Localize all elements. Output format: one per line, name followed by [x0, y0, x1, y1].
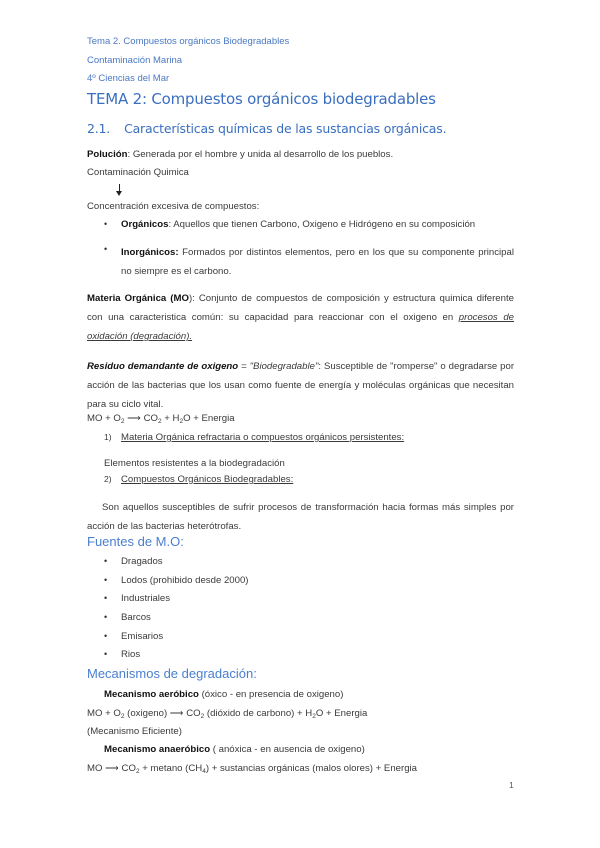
- polucion-text: : Generada por el hombre y unida al desarrollo de los pueblos.: [127, 149, 394, 160]
- organicos-term: Orgánicos: [121, 219, 169, 230]
- eq-sub: 2: [120, 713, 125, 720]
- eq1-sub: 2: [157, 418, 162, 425]
- eq1-sub: 2: [120, 418, 125, 425]
- son-aquellos-paragraph: Son aquellos susceptibles de sufrir procesos de transformación hacia formas más simples por acción de las bacterias heterótrofas.: [87, 502, 514, 532]
- document-title: TEMA 2: Compuestos orgánicos biodegradables: [87, 90, 436, 108]
- list-item: Emisarios: [121, 631, 164, 642]
- numbered-item-1: Materia Orgánica refractaria o compuestos orgánicos persistentes:: [121, 432, 405, 443]
- numbered-marker-1: 1): [104, 432, 112, 442]
- eq1-sub: 2: [179, 418, 184, 425]
- bullet-icon: •: [104, 244, 108, 254]
- equation-1: [87, 413, 235, 424]
- section-number: 2.1.: [87, 121, 111, 136]
- eq-part: ) + sustancias orgánicas (malos olores) + Energia: [205, 763, 418, 774]
- equation-aerobico: [87, 708, 367, 719]
- numbered-item-2: Compuestos Orgánicos Biodegradables:: [121, 474, 294, 485]
- concentracion-text: Concentración excesiva de compuestos:: [87, 201, 260, 212]
- inorganicos-term: Inorgánicos:: [121, 247, 179, 258]
- eq1-part: O + Energia: [183, 413, 235, 424]
- eq-sub: 4: [202, 768, 206, 775]
- equation-anaerobico: [87, 763, 417, 774]
- biodegradable-quote: "Biodegradable": [249, 361, 319, 372]
- materia-organica-paragraph: [87, 289, 514, 346]
- aerobico-term: Mecanismo aeróbico: [104, 689, 199, 700]
- eq1-part: MO + O: [87, 413, 121, 424]
- list-item: Rios: [121, 649, 141, 660]
- polucion-paragraph: [87, 149, 393, 160]
- list-item-inorganicos: [121, 243, 514, 281]
- materia-organica-term: Materia Orgánica (MO: [87, 293, 189, 304]
- procesos-oxidacion-text: procesos de oxidación (degradación).: [87, 312, 515, 342]
- mecanismo-eficiente-note: (Mecanismo Eficiente): [87, 726, 182, 737]
- page-number: 1: [509, 780, 514, 790]
- header-line-1: Tema 2. Compuestos orgánicos Biodegradables: [87, 36, 290, 47]
- header-line-3: 4º Ciencias del Mar: [87, 73, 170, 84]
- section-heading: [87, 121, 446, 136]
- eq-part: + metano (CH: [139, 763, 203, 774]
- down-arrow-icon: [119, 184, 120, 194]
- section-title: Características químicas de las sustancias orgánicas.: [124, 121, 447, 136]
- inorganicos-text: Formados por distintos elementos, pero en los que su componente principal no siempre es el carbono.: [121, 247, 514, 277]
- eq-sub: 2: [200, 713, 205, 720]
- eq-sub: 2: [135, 768, 140, 775]
- bullet-icon: •: [104, 219, 108, 229]
- anaerobico-desc: ( anóxica - en ausencia de oxigeno): [210, 744, 365, 755]
- bullet-icon: •: [104, 593, 108, 603]
- eq-part: (oxigeno) ⟶ CO: [124, 708, 201, 719]
- list-item: Barcos: [121, 612, 151, 623]
- organicos-text: : Aquellos que tienen Carbono, Oxigeno e Hidrógeno en su composición: [168, 219, 476, 230]
- fuentes-heading: Fuentes de M.O:: [87, 534, 184, 549]
- residuo-text: : Susceptible de "romperse" o degradarse por acción de las bacterias que los usan como fuente de energía y moléculas orgánicas que necesitan para su ciclo vital.: [87, 361, 515, 410]
- eq-part: MO ⟶ CO: [87, 763, 136, 774]
- bullet-icon: •: [104, 556, 108, 566]
- materia-organica-text: ): Conjunto de compuestos de composición y estructura quimica diferente con una caracteristica común: su capacidad para reaccionar con el oxigeno en: [87, 293, 514, 323]
- residuo-term: Residuo demandante de oxigeno: [87, 361, 239, 372]
- list-item: Dragados: [121, 556, 163, 567]
- eq-part: MO + O: [87, 708, 121, 719]
- list-item: Industriales: [121, 593, 171, 604]
- residuo-separator: =: [238, 361, 250, 372]
- eq-part: O + Energia: [315, 708, 368, 719]
- numbered-marker-2: 2): [104, 474, 112, 484]
- anaerobico-term: Mecanismo anaeróbico: [104, 744, 211, 755]
- bullet-icon: •: [104, 649, 108, 659]
- bullet-icon: •: [104, 612, 108, 622]
- eq-part: (dióxido de carbono) + H: [204, 708, 313, 719]
- bullet-icon: •: [104, 631, 108, 641]
- elementos-resistentes: Elementos resistentes a la biodegradación: [104, 458, 285, 469]
- header-line-2: Contaminación Marina: [87, 55, 183, 66]
- contaminacion-quimica: Contaminación Quimica: [87, 167, 189, 178]
- mecanismo-anaerobico: [104, 744, 365, 755]
- list-item: Lodos (prohibido desde 2000): [121, 575, 249, 586]
- eq1-part: ⟶ CO: [124, 413, 158, 424]
- mecanismos-heading: Mecanismos de degradación:: [87, 666, 257, 681]
- residuo-paragraph: [87, 357, 514, 414]
- eq1-part: + H: [161, 413, 180, 424]
- aerobico-desc: (óxico - en presencia de oxigeno): [198, 689, 344, 700]
- polucion-term: Polución: [87, 149, 128, 160]
- eq-sub: 2: [312, 713, 316, 720]
- mecanismo-aerobico: [104, 689, 343, 700]
- bullet-icon: •: [104, 575, 108, 585]
- list-item-organicos: [121, 219, 475, 230]
